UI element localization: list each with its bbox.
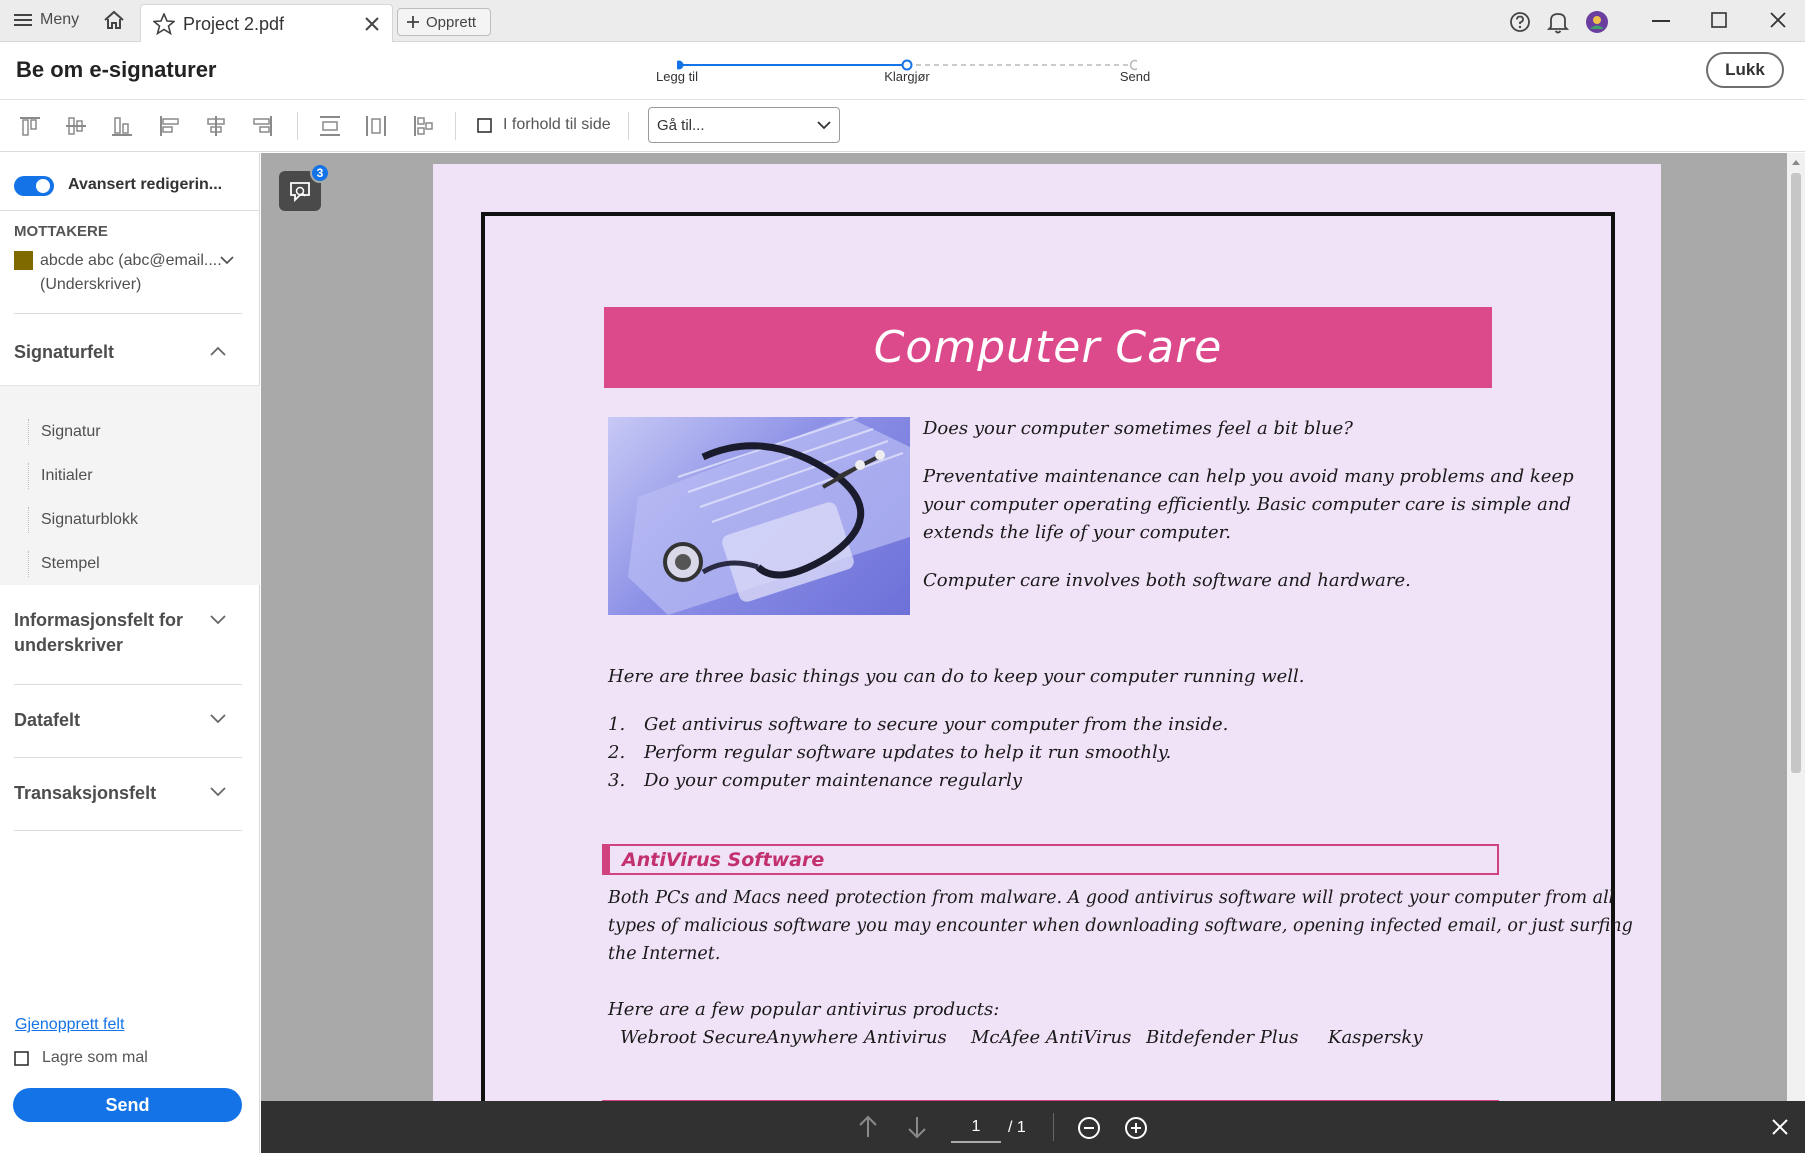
plus-icon [406, 15, 420, 29]
list-number-2: 2. [608, 742, 626, 763]
page-number-input[interactable]: 1 [951, 1113, 1001, 1143]
save-as-template-label: Lagre som mal [42, 1049, 148, 1066]
chevron-down-icon [817, 120, 831, 130]
products-intro: Here are a few popular antivirus products: [608, 999, 1000, 1020]
advanced-editing-label: Avansert redigerin... [68, 176, 223, 193]
star-icon[interactable] [153, 13, 175, 35]
tab-bar [0, 0, 1805, 42]
product-kaspersky: Kaspersky [1328, 1027, 1423, 1048]
product-bitdefender: Bitdefender Plus [1146, 1027, 1299, 1048]
list-item-1: Get antivirus software to secure your computer from the inside. [644, 714, 1229, 735]
notification-bell-icon[interactable] [1547, 10, 1569, 34]
align-middle-button[interactable] [62, 112, 90, 140]
divider [0, 210, 260, 211]
stethoscope-laptop-image [608, 417, 910, 615]
alignment-toolbar [0, 100, 1805, 152]
save-as-template-checkbox[interactable] [14, 1051, 30, 1067]
recipient-name: abcde abc (abc@email.... [40, 252, 222, 269]
step-prepare[interactable]: Klargjør [884, 69, 930, 84]
page-navigation-bar [261, 1101, 1805, 1153]
step-send[interactable]: Send [1119, 69, 1151, 84]
recipient-color-swatch [14, 251, 33, 270]
comments-button[interactable] [279, 166, 324, 211]
maximize-icon[interactable] [1711, 12, 1727, 28]
match-size-icon [411, 114, 435, 138]
chevron-down-icon[interactable] [210, 714, 226, 724]
create-button[interactable] [397, 8, 491, 36]
field-signature[interactable]: Signatur [28, 419, 101, 445]
signature-fields-list [0, 385, 260, 585]
close-bar-icon[interactable] [1772, 1119, 1788, 1135]
intro-paragraph-line-3: extends the life of your computer. [923, 522, 1231, 543]
chevron-down-icon[interactable] [210, 615, 226, 625]
toolbar-divider [628, 112, 629, 140]
relative-to-page-label: I forhold til side [503, 116, 611, 133]
intro-paragraph-2: Computer care involves both software and hardware. [923, 570, 1411, 591]
field-initials[interactable]: Initialer [28, 463, 93, 489]
align-top-icon [18, 114, 42, 138]
data-fields-section[interactable]: Datafelt [14, 710, 81, 730]
list-number-3: 3. [608, 770, 626, 791]
close-tab-icon[interactable] [365, 17, 379, 31]
document-viewer[interactable] [261, 153, 1787, 1101]
list-item-2: Perform regular software updates to help it run smoothly. [644, 742, 1172, 763]
restore-fields-link[interactable]: Gjenopprett felt [15, 1016, 125, 1033]
antivirus-paragraph-line-3: the Internet. [608, 944, 721, 964]
recipient-chevron-down-icon[interactable] [220, 255, 234, 265]
hamburger-icon [14, 12, 32, 28]
list-item-3: Do your computer maintenance regularly [644, 770, 1023, 791]
antivirus-heading-box [602, 844, 1499, 875]
document-title: Computer Care [873, 322, 1223, 373]
home-button[interactable] [103, 10, 125, 30]
distribute-horizontal-icon [364, 114, 388, 138]
align-center-icon [204, 114, 228, 138]
left-panel [0, 153, 260, 1153]
divider [14, 830, 242, 831]
signer-info-line1: Informasjonsfelt for [14, 610, 184, 630]
recipients-heading: MOTTAKERE [14, 223, 108, 240]
intro-paragraph-line-1: Preventative maintenance can help you avoid many problems and keep [923, 466, 1574, 487]
scrollbar-thumb[interactable] [1791, 173, 1801, 773]
vertical-scrollbar[interactable] [1787, 153, 1805, 1101]
zoom-in-icon[interactable] [1124, 1116, 1148, 1140]
recipient-selector[interactable] [40, 249, 222, 297]
match-size-button[interactable] [409, 112, 437, 140]
product-webroot: Webroot SecureAnywhere Antivirus [620, 1027, 947, 1048]
align-right-button[interactable] [249, 112, 277, 140]
distribute-horizontal-button[interactable] [362, 112, 390, 140]
divider [14, 313, 242, 314]
header-bar [0, 42, 1805, 100]
intro-paragraph-line-2: your computer operating efficiently. Basic computer care is simple and [923, 494, 1572, 515]
relative-to-page-checkbox[interactable] [477, 118, 493, 134]
align-top-button[interactable] [16, 112, 44, 140]
previous-page-icon[interactable] [857, 1115, 879, 1139]
chevron-down-icon[interactable] [210, 787, 226, 797]
goto-dropdown[interactable] [648, 107, 840, 143]
tab-project[interactable] [140, 4, 393, 42]
bottombar-divider [1053, 1113, 1054, 1141]
chevron-up-icon[interactable] [210, 346, 226, 356]
title-banner [604, 307, 1492, 388]
toolbar-divider [297, 112, 298, 140]
home-icon [103, 10, 125, 30]
comment-count-badge: 3 [310, 163, 330, 183]
align-left-button[interactable] [155, 112, 183, 140]
three-things-intro: Here are three basic things you can do to keep your computer running well. [608, 666, 1305, 687]
intro-question: Does your computer sometimes feel a bit blue? [923, 418, 1353, 439]
field-signature-block[interactable]: Signaturblokk [28, 507, 138, 533]
toolbar-divider [455, 112, 456, 140]
goto-placeholder: Gå til... [657, 116, 705, 134]
tab-title: Project 2.pdf [183, 14, 285, 34]
align-bottom-button[interactable] [108, 112, 136, 140]
scroll-up-icon [1792, 159, 1800, 165]
distribute-vertical-icon [318, 114, 342, 138]
align-bottom-icon [110, 114, 134, 138]
window-close-icon[interactable] [1770, 12, 1786, 28]
pdf-page [433, 164, 1661, 1101]
create-label: Opprett [426, 13, 477, 31]
divider [14, 684, 242, 685]
advanced-editing-toggle[interactable] [14, 175, 54, 197]
field-stamp[interactable]: Stempel [28, 551, 100, 577]
minimize-icon[interactable] [1652, 20, 1670, 24]
menu-label: Meny [40, 11, 80, 28]
align-left-icon [157, 114, 181, 138]
align-middle-icon [64, 114, 88, 138]
help-icon[interactable] [1509, 11, 1531, 33]
step-add[interactable]: Legg til [656, 69, 698, 84]
transaction-fields-section[interactable]: Transaksjonsfelt [14, 783, 157, 803]
avatar[interactable] [1585, 10, 1609, 34]
page-total: / 1 [1008, 1119, 1026, 1136]
align-right-icon [251, 114, 275, 138]
divider [14, 757, 242, 758]
next-page-icon[interactable] [906, 1115, 928, 1139]
product-mcafee: McAfee AntiVirus [971, 1027, 1132, 1048]
antivirus-paragraph-line-1: Both PCs and Macs need protection from malware. A good antivirus software will protect your computer from all [608, 888, 1615, 908]
comment-icon [288, 180, 312, 204]
close-button[interactable]: Lukk [1706, 52, 1784, 88]
recipient-role: (Underskriver) [40, 276, 142, 293]
antivirus-paragraph-line-2: types of malicious software you may encounter when downloading software, opening infected email, or just surfing [608, 916, 1633, 936]
send-button[interactable]: Send [13, 1088, 242, 1122]
align-center-button[interactable] [202, 112, 230, 140]
page-title: Be om e-signaturer [16, 57, 217, 82]
antivirus-heading: AntiVirus Software [622, 848, 825, 871]
menu-button[interactable] [14, 11, 79, 29]
signature-fields-section[interactable]: Signaturfelt [14, 342, 115, 362]
zoom-out-icon[interactable] [1077, 1116, 1101, 1140]
signer-info-line2: underskriver [14, 635, 124, 655]
list-number-1: 1. [608, 714, 626, 735]
distribute-vertical-button[interactable] [316, 112, 344, 140]
